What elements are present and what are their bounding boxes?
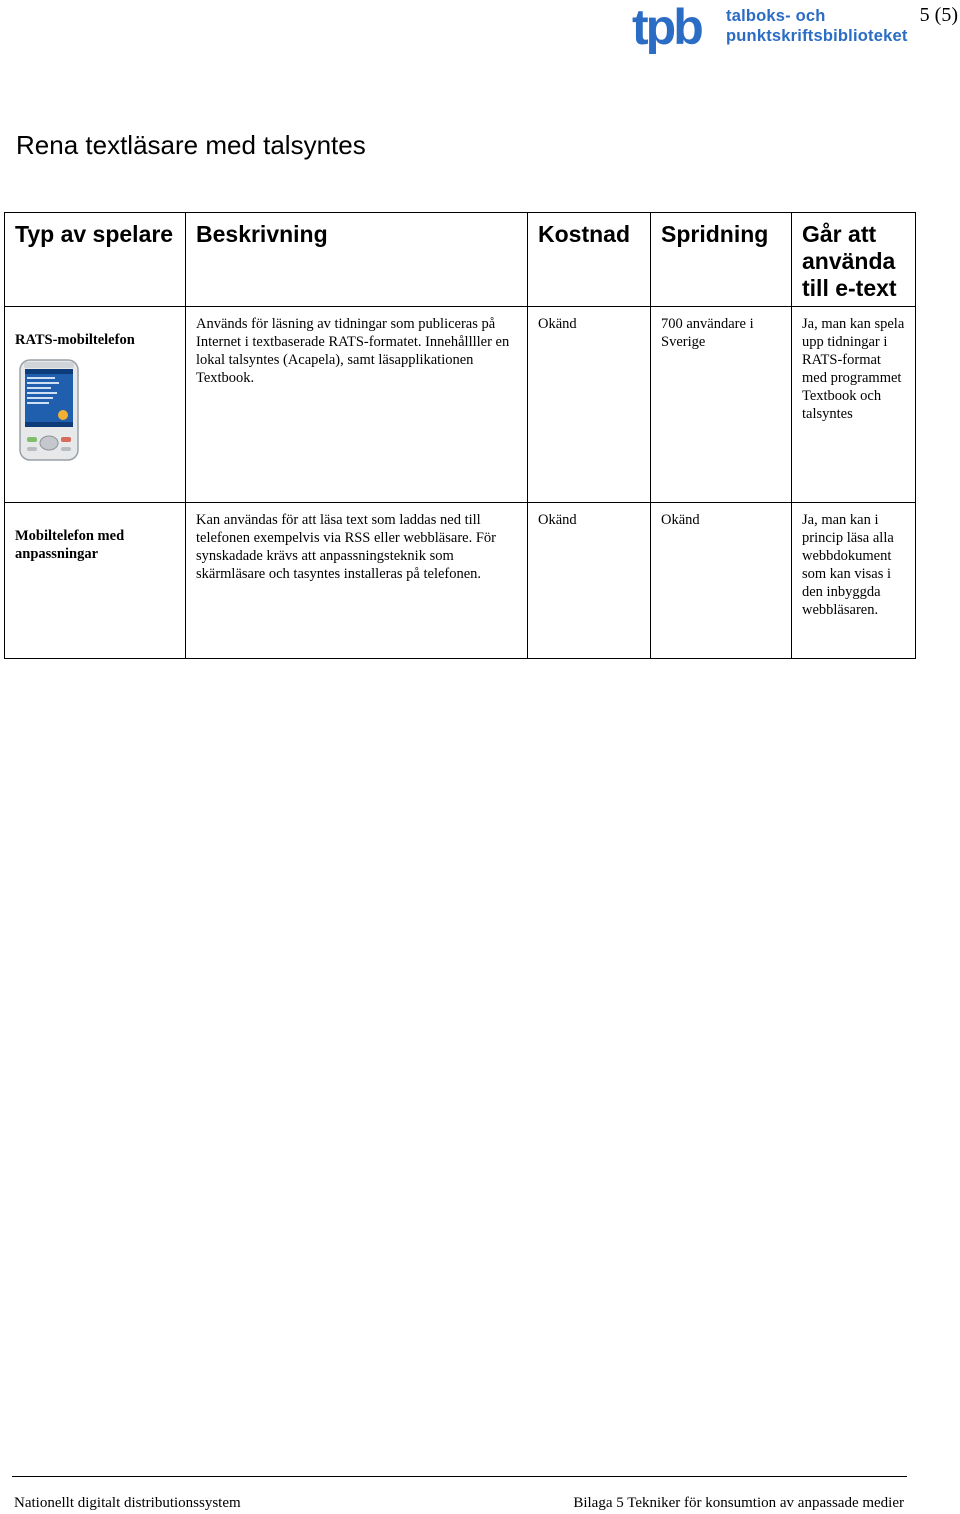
table-row bbox=[5, 307, 916, 503]
footer-right-text: Bilaga 5 Tekniker för konsumtion av anpassade medier bbox=[573, 1495, 904, 1511]
header-usable: Går att använda till e-text bbox=[792, 213, 916, 307]
header-type: Typ av spelare bbox=[5, 213, 186, 307]
header-description: Beskrivning bbox=[186, 213, 528, 307]
cell-usable: Ja, man kan spela upp tidningar i RATS-format med programmet Textbook och talsyntes bbox=[792, 307, 916, 503]
logo-text bbox=[726, 6, 908, 46]
footer-divider bbox=[12, 1476, 907, 1477]
cell-cost: Okänd bbox=[528, 503, 651, 659]
page-number: 5 (5) bbox=[919, 4, 958, 26]
logo-line2: punktskriftsbiblioteket bbox=[726, 27, 908, 45]
footer-left-text: Nationellt digitalt distributionssystem bbox=[14, 1495, 241, 1511]
tpb-logo-mark bbox=[630, 0, 726, 54]
pda-phone-image bbox=[19, 359, 79, 461]
cell-description: Kan användas för att läsa text som laddas ned till telefonen exempelvis via RSS eller webbläsare. För synskadade krävs att anpassningsteknik som skärmläsare och tasyntes installeras på telefonen. bbox=[186, 503, 528, 659]
cell-cost: Okänd bbox=[528, 307, 651, 503]
header-spread: Spridning bbox=[651, 213, 792, 307]
cell-spread: 700 användare i Sverige bbox=[651, 307, 792, 503]
player-table bbox=[4, 212, 916, 659]
tpb-logo bbox=[630, 0, 908, 54]
table-row bbox=[5, 503, 916, 659]
cell-type bbox=[5, 307, 186, 503]
header-cost: Kostnad bbox=[528, 213, 651, 307]
cell-description: Används för läsning av tidningar som publiceras på Internet i textbaserade RATS-formatet. Innehållller en lokal talsyntes (Acapela), samt läsapplikationen Textbook. bbox=[186, 307, 528, 503]
section-title: Rena textläsare med talsyntes bbox=[16, 130, 366, 160]
logo-line1: talboks- och bbox=[726, 7, 826, 25]
cell-type: Mobiltelefon med anpassningar bbox=[5, 503, 186, 659]
cell-usable: Ja, man kan i princip läsa alla webbdokument som kan visas i den inbyggda webbläsaren. bbox=[792, 503, 916, 659]
type-label: RATS-mobiltelefon bbox=[15, 332, 135, 348]
cell-spread: Okänd bbox=[651, 503, 792, 659]
table-header-row bbox=[5, 213, 916, 307]
tpb-logo-letters: tpb bbox=[632, 0, 701, 54]
